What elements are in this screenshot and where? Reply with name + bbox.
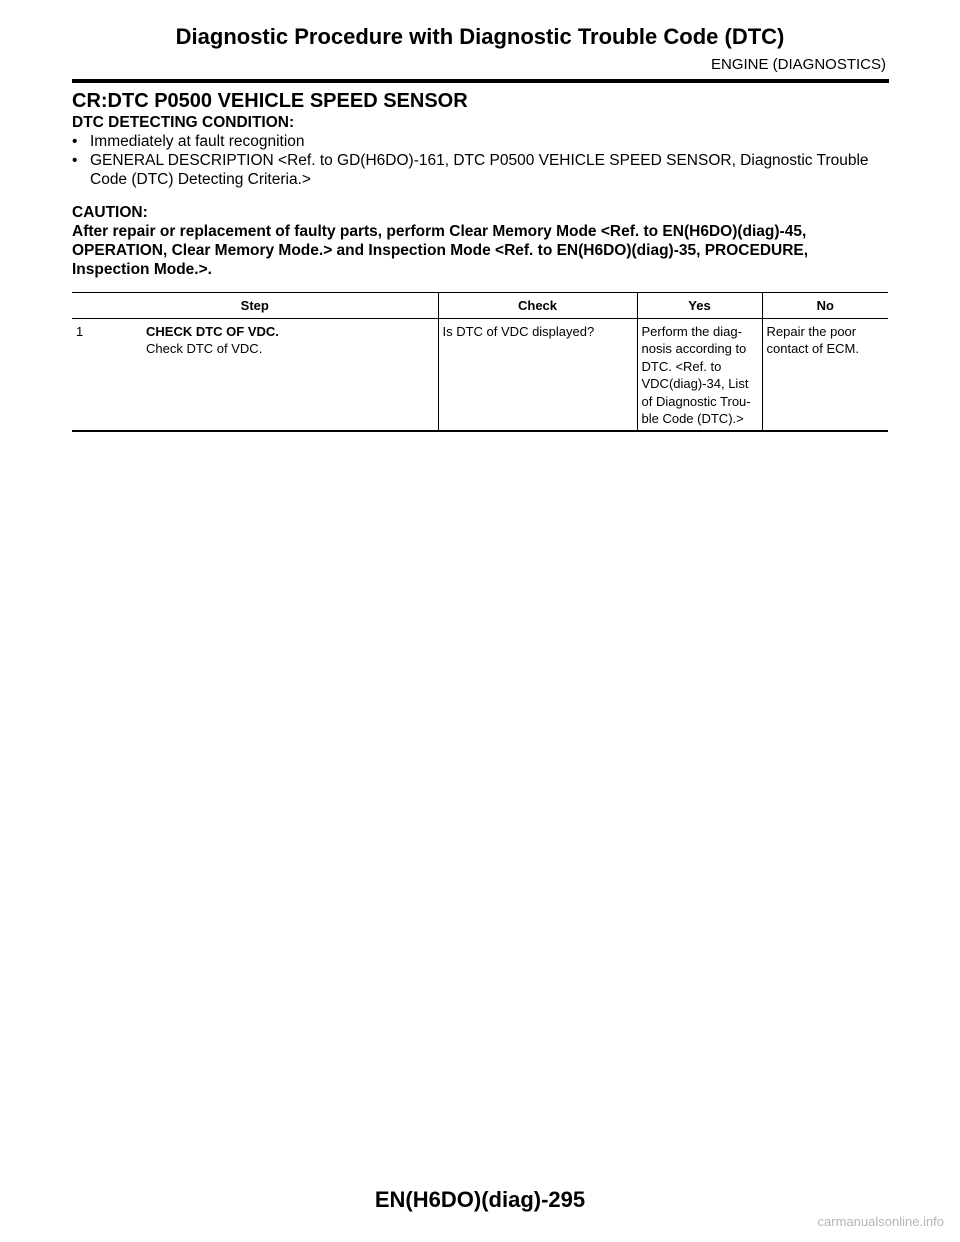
caution-label: CAUTION: [72, 204, 148, 221]
bullet-icon: • [72, 133, 78, 150]
step-cell [72, 318, 438, 431]
page-number-footer: EN(H6DO)(diag)-295 [374, 1187, 586, 1212]
bullet-text: Immediately at fault recognition [90, 133, 305, 150]
step-number: 1 [76, 323, 84, 339]
dtc-condition-label: DTC DETECTING CONDITION: [72, 114, 295, 131]
caution-text: After repair or replacement of faulty parts, perform Clear Memory Mode <Ref. to EN(H6DO)(diag)-45, OPERATION, Clear Memory Mode.> and Inspection Mode <Ref. to EN(H6DO)(diag)-35, PROCEDURE, Inspection Mode.>. [72, 223, 809, 278]
column-header-yes: Yes [637, 293, 762, 319]
bullet-item [72, 151, 888, 189]
table-row [72, 318, 888, 431]
watermark-text: carmanualsonline.info [817, 1214, 944, 1229]
yes-cell: Perform the diag-nosis according to DTC. <Ref. to VDC(diag)-34, List of Diagnostic Trou-ble Code (DTC).> [637, 318, 762, 431]
bullet-icon: • [72, 152, 78, 169]
page-header-section: ENGINE (DIAGNOSTICS) [710, 56, 886, 73]
column-header-step: Step [240, 298, 269, 313]
header-divider [72, 79, 889, 83]
bullet-item [72, 132, 888, 151]
step-title: CHECK DTC OF VDC. [146, 323, 279, 339]
column-header-check: Check [438, 293, 637, 319]
no-cell: Repair the poor contact of ECM. [762, 318, 888, 431]
section-title: CR:DTC P0500 VEHICLE SPEED SENSOR [72, 90, 468, 112]
diagnostic-step-table [72, 292, 888, 432]
page-header-title: Diagnostic Procedure with Diagnostic Trouble Code (DTC) [175, 24, 785, 49]
column-header-no: No [762, 293, 888, 319]
content-body [72, 113, 888, 279]
step-detail: Check DTC of VDC. [146, 341, 263, 356]
check-cell: Is DTC of VDC displayed? [438, 318, 637, 431]
table-header-row [72, 293, 888, 319]
bullet-text: GENERAL DESCRIPTION <Ref. to GD(H6DO)-161, DTC P0500 VEHICLE SPEED SENSOR, Diagnostic Trouble Code (DTC) Detecting Criteria.> [90, 152, 869, 188]
